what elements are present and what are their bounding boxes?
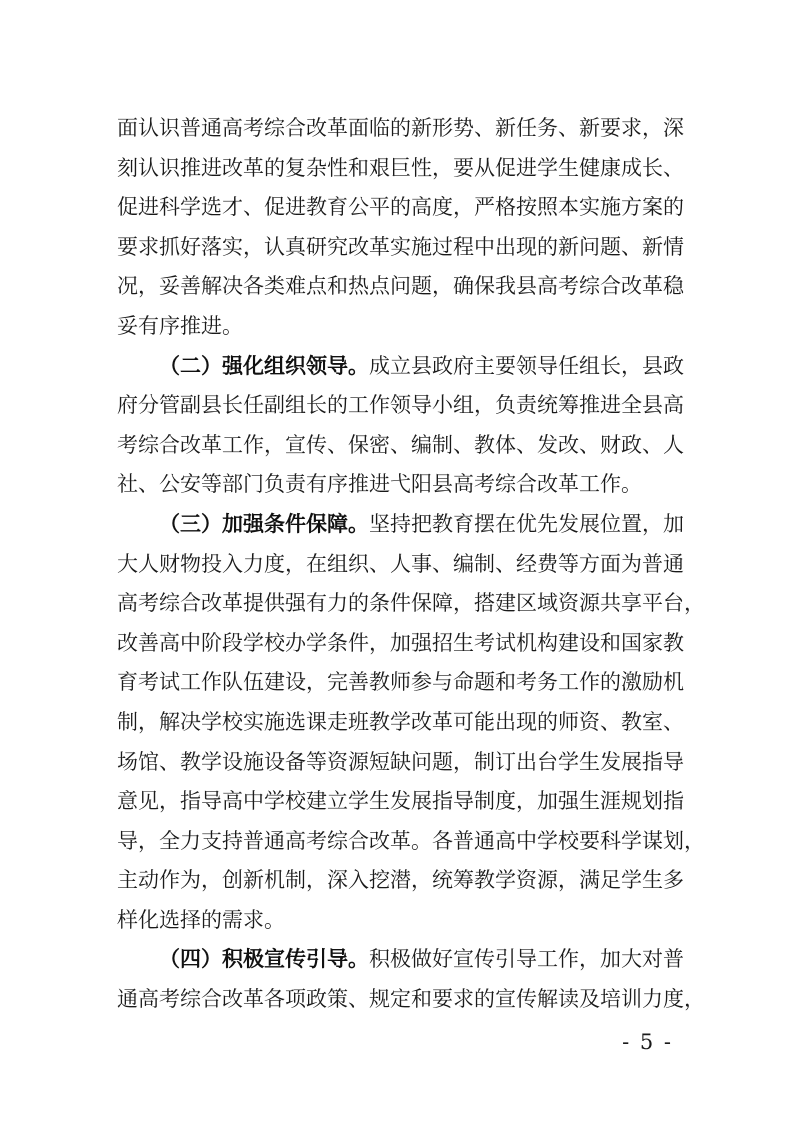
paragraph-line: 改善高中阶段学校办学条件，加强招生考试机构建设和国家教 bbox=[117, 630, 684, 655]
paragraph-line: 通高考综合改革各项政策、规定和要求的宣传解读及培训力度， bbox=[117, 987, 705, 1012]
section-first-line bbox=[117, 347, 684, 387]
paragraph-line: 要求抓好落实，认真研究改革实施过程中出现的新问题、新情 bbox=[117, 234, 684, 259]
paragraph-line: 意见，指导高中学校建立学生发展指导制度，加强生涯规划指 bbox=[117, 789, 684, 814]
paragraph-line: 考综合改革工作，宣传、保密、编制、教体、发改、财政、人 bbox=[117, 432, 684, 457]
section-first-line bbox=[117, 505, 684, 545]
section-text: 成立县政府主要领导任组长，县政 bbox=[369, 353, 684, 378]
section-heading: （四）积极宣传引导。 bbox=[159, 947, 369, 972]
section-heading: （二）强化组织领导。 bbox=[159, 353, 369, 378]
section-heading: （三）加强条件保障。 bbox=[159, 511, 369, 536]
paragraph-line: 导，全力支持普通高考综合改革。各普通高中学校要科学谋划， bbox=[117, 828, 705, 853]
section-text: 坚持把教育摆在优先发展位置，加 bbox=[369, 511, 684, 536]
paragraph-line: 场馆、教学设施设备等资源短缺问题，制订出台学生发展指导 bbox=[117, 749, 684, 774]
paragraph-line: 大人财物投入力度，在组织、人事、编制、经费等方面为普通 bbox=[117, 551, 684, 576]
paragraph-line: 育考试工作队伍建设，完善教师参与命题和考务工作的激励机 bbox=[117, 670, 684, 695]
page-number: - 5 - bbox=[622, 1030, 673, 1054]
paragraph-line: 妥有序推进。 bbox=[117, 313, 243, 338]
paragraph-line: 促进科学选才、促进教育公平的高度，严格按照本实施方案的 bbox=[117, 195, 684, 220]
section-text: 积极做好宣传引导工作，加大对普 bbox=[369, 947, 684, 972]
paragraph-line: 社、公安等部门负责有序推进弋阳县高考综合改革工作。 bbox=[117, 472, 642, 497]
paragraph-line: 况，妥善解决各类难点和热点问题，确保我县高考综合改革稳 bbox=[117, 274, 684, 299]
body-text bbox=[117, 109, 705, 1020]
paragraph-line: 刻认识推进改革的复杂性和艰巨性，要从促进学生健康成长、 bbox=[117, 155, 684, 180]
section-first-line bbox=[117, 940, 684, 980]
paragraph-line: 高考综合改革提供强有力的条件保障，搭建区域资源共享平台， bbox=[117, 591, 705, 616]
paragraph-line: 样化选择的需求。 bbox=[117, 907, 285, 932]
paragraph-line: 面认识普通高考综合改革面临的新形势、新任务、新要求，深 bbox=[117, 116, 684, 140]
paragraph-line: 制，解决学校实施选课走班教学改革可能出现的师资、教室、 bbox=[117, 709, 684, 734]
paragraph-line: 主动作为，创新机制，深入挖潜，统筹教学资源，满足学生多 bbox=[117, 868, 684, 893]
paragraph-line: 府分管副县长任副组长的工作领导小组，负责统筹推进全县高 bbox=[117, 393, 684, 418]
